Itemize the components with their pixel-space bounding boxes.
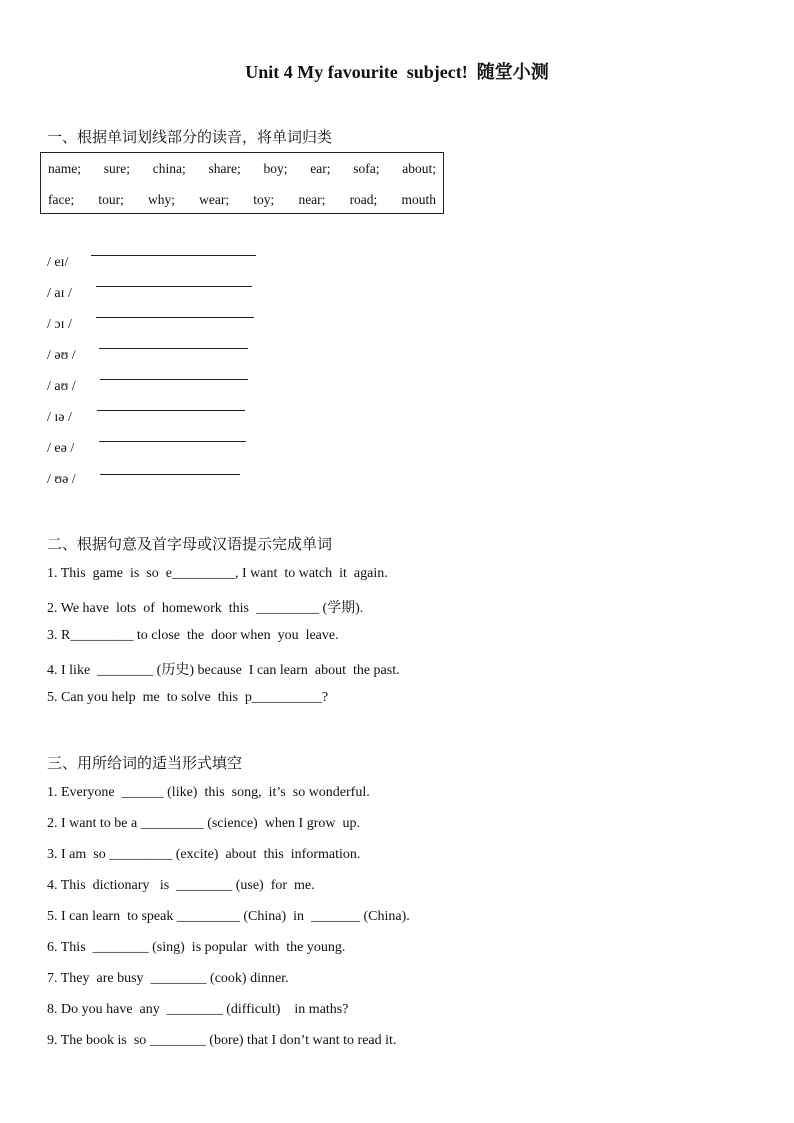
- question-item: 2. We have lots of homework this _________ (学期).: [47, 601, 364, 616]
- phonetic-symbol: / ʊə /: [47, 472, 76, 487]
- question-item: 1. Everyone ______ (like) this song, it’s so wonderful.: [47, 785, 370, 800]
- word-item: boy;: [263, 161, 288, 176]
- word-item: about;: [402, 161, 436, 176]
- word-item: why;: [148, 192, 176, 207]
- phonetic-symbol: / aʊ /: [47, 379, 76, 394]
- question-item: 3. I am so _________ (excite) about this information.: [47, 847, 361, 862]
- word-item: mouth: [401, 192, 436, 207]
- answer-line[interactable]: [100, 474, 240, 475]
- phonetic-row: [47, 286, 72, 302]
- answer-line[interactable]: [100, 379, 248, 380]
- phonetic-symbol: / eə /: [47, 441, 75, 456]
- phonetic-row: [47, 317, 72, 333]
- phonetic-symbol: / ɔɪ /: [47, 317, 72, 332]
- word-bank-row-1: [48, 161, 436, 177]
- answer-line[interactable]: [97, 410, 245, 411]
- word-item: road;: [349, 192, 378, 207]
- word-item: china;: [152, 161, 186, 176]
- answer-line[interactable]: [96, 286, 252, 287]
- word-item: face;: [48, 192, 75, 207]
- phonetic-row: [47, 472, 76, 488]
- phonetic-row: [47, 410, 72, 426]
- section3-heading: 三、用所给词的适当形式填空: [47, 756, 243, 772]
- phonetic-row: [47, 255, 68, 271]
- word-bank-row-2: [48, 192, 436, 208]
- word-item: toy;: [253, 192, 275, 207]
- phonetic-row: [47, 441, 74, 457]
- question-item: 1. This game is so e_________, I want to watch it again.: [47, 566, 388, 581]
- page-title: Unit 4 My favourite subject! 随堂小测: [245, 62, 549, 82]
- section1-heading: 一、根据单词划线部分的读音，将单词归类: [47, 130, 333, 146]
- word-item: name;: [48, 161, 81, 176]
- question-item: 2. I want to be a _________ (science) when I grow up.: [47, 816, 360, 831]
- phonetic-symbol: / ɪə /: [47, 410, 72, 425]
- question-item: 8. Do you have any ________ (difficult) in maths?: [47, 1002, 349, 1017]
- question-item: 4. I like ________ (历史) because I can learn about the past.: [47, 663, 400, 678]
- word-item: near;: [298, 192, 326, 207]
- answer-line[interactable]: [91, 255, 256, 256]
- phonetic-row: [47, 348, 76, 364]
- phonetic-symbol: / əʊ /: [47, 348, 76, 363]
- word-item: ear;: [310, 161, 331, 176]
- answer-line[interactable]: [99, 441, 246, 442]
- question-item: 5. I can learn to speak _________ (China) in _______ (China).: [47, 909, 410, 924]
- phonetic-row: [47, 379, 76, 395]
- question-item: 7. They are busy ________ (cook) dinner.: [47, 971, 289, 986]
- answer-line[interactable]: [99, 348, 248, 349]
- word-item: wear;: [199, 192, 230, 207]
- phonetic-symbol: / eɪ/: [47, 255, 69, 270]
- word-item: sure;: [103, 161, 130, 176]
- phonetic-symbol: / aɪ /: [47, 286, 72, 301]
- question-item: 4. This dictionary is ________ (use) for me.: [47, 878, 315, 893]
- word-item: share;: [208, 161, 241, 176]
- answer-line[interactable]: [96, 317, 254, 318]
- question-item: 9. The book is so ________ (bore) that I don’t want to read it.: [47, 1033, 397, 1048]
- word-bank-box: [40, 152, 444, 214]
- question-item: 6. This ________ (sing) is popular with the young.: [47, 940, 346, 955]
- word-item: sofa;: [353, 161, 380, 176]
- word-item: tour;: [98, 192, 124, 207]
- question-item: 5. Can you help me to solve this p__________?: [47, 690, 329, 705]
- section2-heading: 二、根据句意及首字母或汉语提示完成单词: [47, 537, 333, 553]
- question-item: 3. R_________ to close the door when you leave.: [47, 628, 339, 643]
